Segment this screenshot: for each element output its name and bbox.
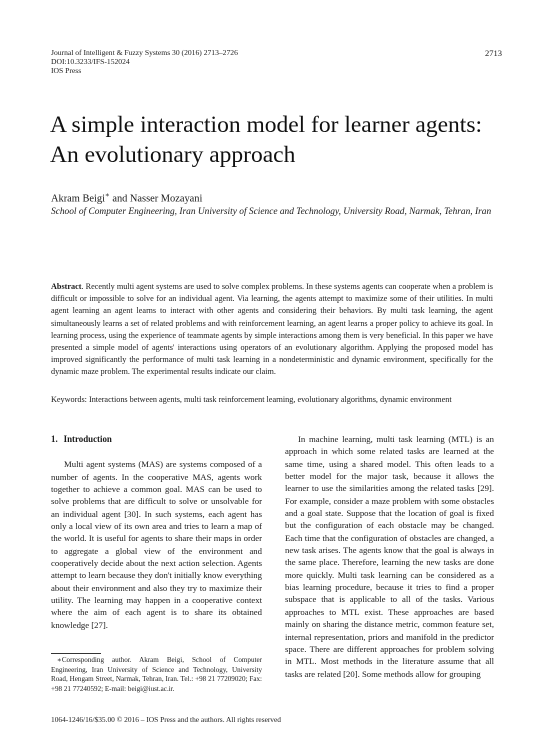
publisher: IOS Press [51,66,82,75]
other-authors: and Nasser Mozayani [109,193,203,205]
affiliation: School of Computer Engineering, Iran University of Science and Technology, University Road, Narmak, Tehran, Iran [51,207,492,217]
intro-paragraph-right: In machine learning, multi task learning (MTL) is an approach in which some related tasks are learned at the same time, using a shared model. This often leads to a better model for the major task, because it allows the learner to use the similarities among the related tasks [29]. For example, consider a maze problem with some obstacles and a goal state. Suppose that the location of goal is fixed but the configuration of each obstacle may be changed. Each time that the configuration of obstacles are changed, a new task arises. The agents know that the goal is always in the same place. Therefore, learning the new tasks are done more quickly. Multi task learning can be considered as a bias learning procedure, because it tries to find a proper subspace that is applicable to all of the tasks. Various approaches to MTL exist. These approaches are based mainly on sharing the distance metric, common feature set, internal representation, priors and manifold in the predictor space. There are different approaches for problem solving in MTL. Most methods in the literature assume that all tasks are related [20]. Some methods allow for grouping [285,434,494,679]
journal-citation: Journal of Intelligent & Fuzzy Systems 30 (2016) 2713–2726 [51,48,238,57]
first-author: Akram Beigi [51,193,105,205]
doi: DOI:10.3233/IFS-152024 [51,57,130,66]
page-number: 2713 [485,48,502,58]
section-title: Introduction [63,434,112,444]
corresponding-mark: ∗ [104,191,110,199]
footnote-rule [51,653,101,654]
section-number: 1. [51,434,58,444]
paper-title: A simple interaction model for learner agents: An evolutionary approach [50,112,482,168]
keywords: Keywords: Interactions between agents, multi task reinforcement learning, evolutionary algorithms, dynamic environment [51,395,452,404]
section-heading [51,433,262,445]
abstract [51,281,493,379]
abstract-text: . Recently multi agent systems are used to solve complex problems. In these systems agents can cooperate when a problem is difficult or impossible to solve for an individual agent. Via learning, the agents attempt to maximize some of their utilities. In multi agent learning an agent learns to interact with other agents and considering their behaviors. By multi task learning, the agent simultaneously learns a set of related problems and with reinforcement learning, an agent learns a proper policy to achieve its goal. In learning process, using the experience of teammate agents by simple interactions among them is very beneficial. In this paper we have presented a simple model of agents' interactions using operators of an evolutionary algorithm. Applying the proposed model has improved significantly the performance of multi task learning in a nondeterministic and dynamic environment, specifically for the dynamic maze problem. The experimental results indicate our claim. [51,282,493,377]
journal-header [51,48,238,75]
author-line [51,191,202,204]
left-column [51,433,262,631]
right-column [285,433,494,680]
footnote: ∗Corresponding author. Akram Beigi, School of Computer Engineering, Iran University of Science and Technology, University Road, Hengam Street, Narmak, Tehran, Iran. Tel.: +98 21 77209020; Fax: +98 21 77240592; E-mail: beigi@iust.ac.ir. [51,656,262,693]
copyright-footer: 1064-1246/16/$35.00 © 2016 – IOS Press and the authors. All rights reserved [51,715,281,724]
abstract-label: Abstract [51,282,82,291]
intro-paragraph-left: Multi agent systems (MAS) are systems composed of a number of agents. In the cooperative MAS, agents work together to achieve a common goal. MAS can be used to solve problems that are difficult to solve or unsolvable for an individual agent [30]. In such systems, each agent has only a local view of its own area and tries to learn a map of the world. It is useful for agents to share their maps in order to aggregate a global view of the environment and cooperatively decide about the next action selection. Agents attempt to learn because they don't initially know everything about their environment and also they try to maximize their utility. The learning may happen in a cooperative context where the aim of each agent is to share its obtained knowledge [27]. [51,459,262,630]
